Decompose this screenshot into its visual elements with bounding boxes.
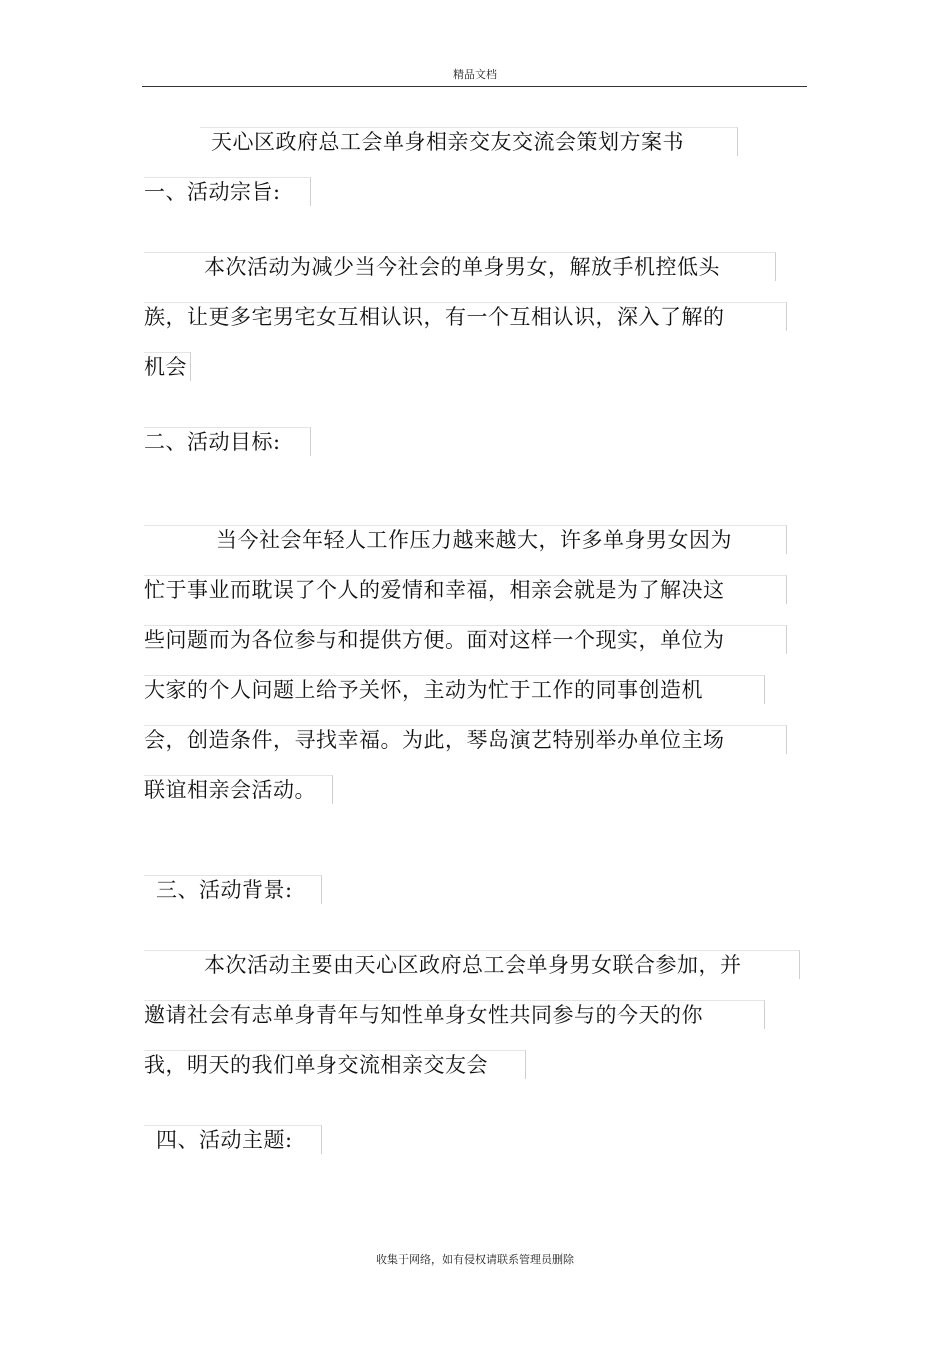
section-heading-background: 三、活动背景: xyxy=(156,878,293,902)
page-footer: 收集于网络，如有侵权请联系管理员删除 xyxy=(376,1253,574,1266)
section-heading-theme: 四、活动主题: xyxy=(156,1128,293,1152)
header-label: 精品文档 xyxy=(453,68,497,81)
paragraph-line: 些问题而为各位参与和提供方便。面对这样一个现实，单位为 xyxy=(144,628,725,652)
document-title: 天心区政府总工会单身相亲交友交流会策划方案书 xyxy=(211,130,684,154)
paragraph-line: 本次活动为减少当今社会的单身男女，解放手机控低头 xyxy=(204,255,720,279)
section-heading-purpose: 一、活动宗旨: xyxy=(144,180,281,204)
paragraph-line: 忙于事业而耽误了个人的爱情和幸福，相亲会就是为了解决这 xyxy=(144,578,725,602)
paragraph-line: 我，明天的我们单身交流相亲交友会 xyxy=(144,1053,488,1077)
paragraph-line: 族，让更多宅男宅女互相认识，有一个互相认识，深入了解的 xyxy=(144,305,725,329)
paragraph-line: 本次活动主要由天心区政府总工会单身男女联合参加，并 xyxy=(204,953,742,977)
paragraph-line: 大家的个人问题上给予关怀，主动为忙于工作的同事创造机 xyxy=(144,678,703,702)
paragraph-line: 联谊相亲会活动。 xyxy=(144,778,316,802)
paragraph-line: 会，创造条件，寻找幸福。为此，琴岛演艺特别举办单位主场 xyxy=(144,728,725,752)
paragraph-line: 机会 xyxy=(144,355,187,379)
paragraph-line: 当今社会年轻人工作压力越来越大，许多单身男女因为 xyxy=(216,528,732,552)
section-heading-goal: 二、活动目标: xyxy=(144,430,281,454)
paragraph-line: 邀请社会有志单身青年与知性单身女性共同参与的今天的你 xyxy=(144,1003,703,1027)
header-divider xyxy=(142,86,807,87)
